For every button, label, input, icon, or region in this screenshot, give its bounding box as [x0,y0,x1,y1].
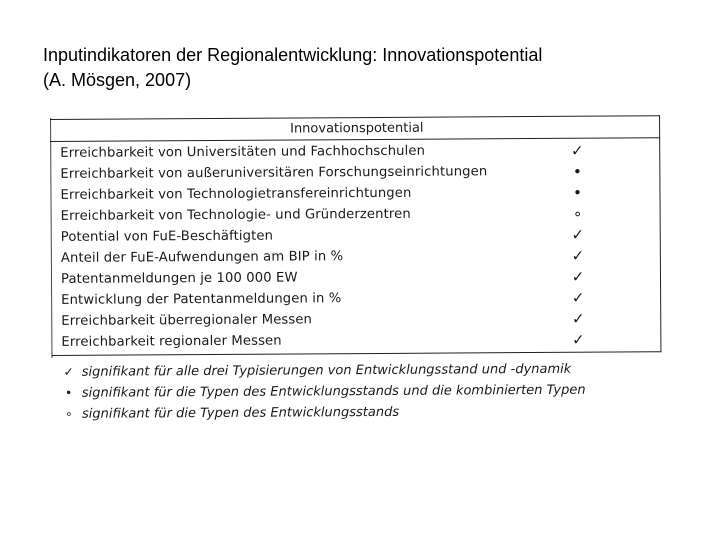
filled-dot-icon: • [572,162,582,181]
filled-dot-icon: • [572,183,582,202]
row-label: Anteil der FuE-Aufwendungen am BIP in % [60,249,344,266]
title-line-2: (A. Mösgen, 2007) [43,70,192,90]
row-label: Erreichbarkeit von Technologie- und Gründerzentren [60,206,411,224]
row-label: Erreichbarkeit überregionaler Messen [61,312,313,329]
check-mark-icon: ✓ [571,225,585,244]
row-label: Erreichbarkeit regionaler Messen [61,333,282,350]
legend [60,362,620,428]
row-label: Patentanmeldungen je 100 000 EW [60,270,298,287]
check-mark-icon: ✓ [570,141,584,160]
scanned-table-image [46,111,668,435]
check-mark-icon: ✓ [63,364,74,379]
check-mark-icon: ✓ [572,330,585,349]
column-header: Innovationspotential [290,120,424,137]
row-label: Entwicklung der Patentanmeldungen in % [61,291,342,308]
title-line-1: Inputindikatoren der Regionalentwicklung: Innovationspotential [43,45,543,65]
check-mark-icon: ✓ [571,288,585,307]
table-top-rule [50,115,660,120]
table-row [61,330,651,355]
row-label: Erreichbarkeit von Technologietransfereinrichtungen [60,185,412,203]
indicator-table [50,115,661,355]
check-mark-icon: ✓ [571,246,585,265]
legend-text: signifikant für alle drei Typisierungen von Entwicklungsstand und -dynamik [81,361,572,380]
open-circle-icon: ∘ [65,406,73,421]
check-mark-icon: ✓ [571,267,585,286]
row-label: Erreichbarkeit von außeruniversitären Forschungseinrichtungen [60,164,488,182]
row-label: Erreichbarkeit von Universitäten und Fachhochschulen [60,143,426,161]
check-mark-icon: ✓ [571,309,585,328]
table-right-rule [659,115,661,352]
open-circle-icon: ∘ [572,204,583,223]
legend-text: signifikant für die Typen des Entwicklungsstands [81,404,400,422]
legend-text: signifikant für die Typen des Entwicklungsstands und die kombinierten Typen [81,382,586,401]
filled-dot-icon: • [65,385,73,400]
slide-title [43,43,683,93]
legend-item [60,404,620,428]
row-label: Potential von FuE-Beschäftigten [60,228,274,245]
